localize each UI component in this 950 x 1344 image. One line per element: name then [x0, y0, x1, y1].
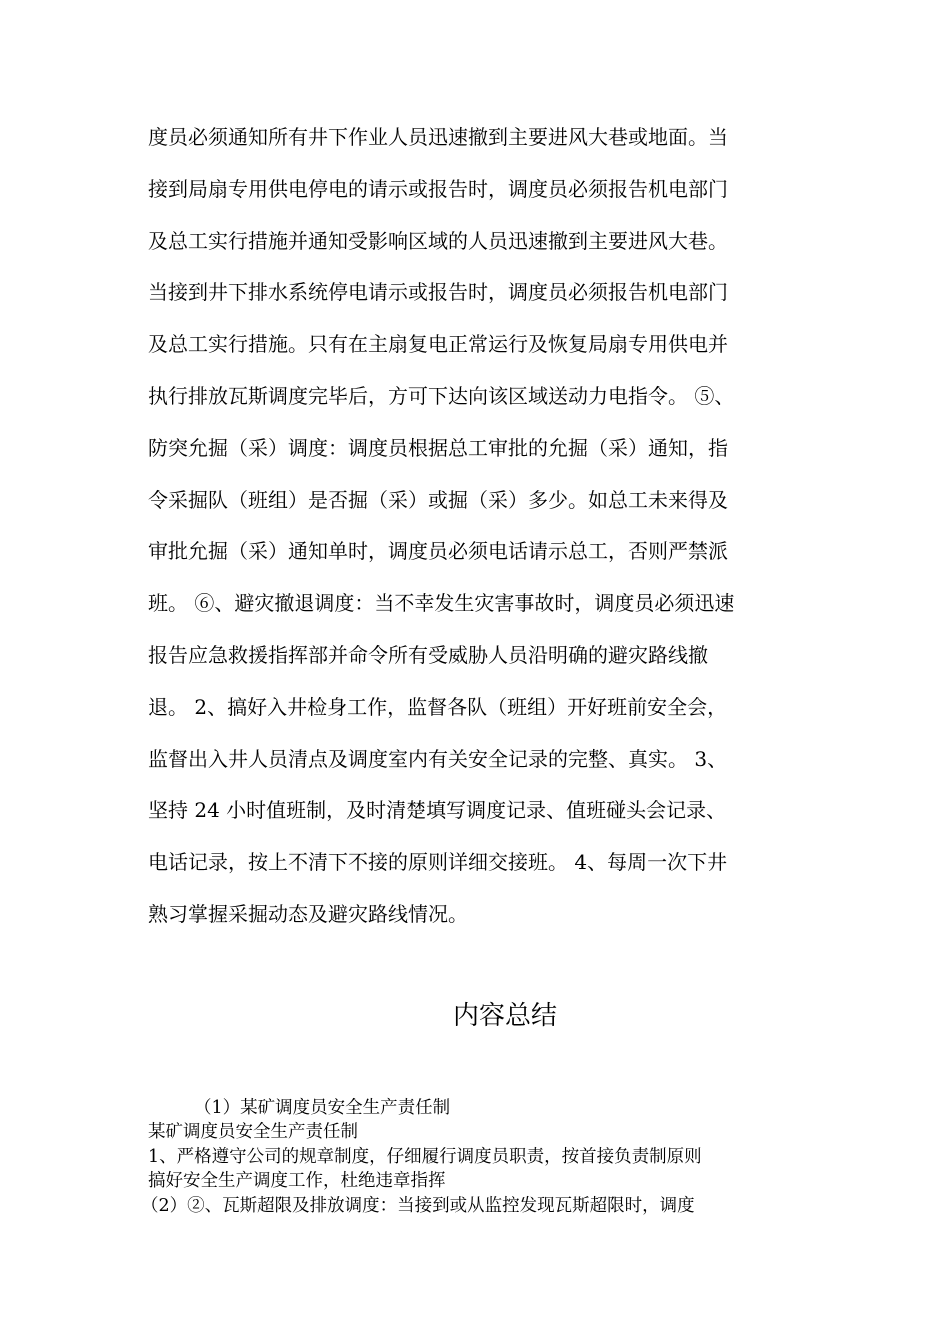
body-line: 电话记录，按上不清下不接的原则详细交接班。 4、每周一次下井 — [148, 850, 728, 875]
body-line: 退。 2、搞好入井检身工作，监督各队（班组）开好班前安全会， — [148, 694, 728, 719]
body-line: 审批允掘（采）通知单时，调度员必须电话请示总工，否则严禁派 — [148, 539, 728, 564]
body-line: 熟习掌握采掘动态及避灾路线情况。 — [148, 901, 468, 926]
summary-line: （1）某矿调度员安全生产责任制 — [194, 1098, 451, 1118]
body-line: 当接到井下排水系统停电请示或报告时，调度员必须报告机电部门 — [148, 280, 728, 305]
body-line: 度员必须通知所有井下作业人员迅速撤到主要进风大巷或地面。当 — [148, 125, 728, 149]
body-line: 及总工实行措施。只有在主扇复电正常运行及恢复局扇专用供电并 — [148, 332, 728, 357]
body-line: 令采掘队（班组）是否掘（采）或掘（采）多少。如总工未来得及 — [148, 487, 728, 512]
summary-line: 搞好安全生产调度工作，杜绝违章指挥 — [148, 1171, 446, 1192]
summary-line: 1、严格遵守公司的规章制度，仔细履行调度员职责，按首接负责制原则 — [148, 1146, 702, 1167]
body-line: 执行排放瓦斯调度完毕后，方可下达向该区域送动力电指令。 ⑤、 — [148, 383, 735, 408]
body-line: 坚持 24 小时值班制，及时清楚填写调度记录、值班碰头会记录、 — [148, 798, 727, 823]
summary-heading: 内容总结 — [452, 1001, 557, 1031]
summary-line: 某矿调度员安全生产责任制 — [148, 1122, 358, 1143]
body-line: 监督出入井人员清点及调度室内有关安全记录的完整、真实。 3、 — [148, 746, 728, 771]
body-line: 班。 ⑥、避灾撤退调度：当不幸发生灾害事故时，调度员必须迅速 — [148, 591, 735, 616]
body-line: 报告应急救援指挥部并命令所有受威胁人员沿明确的避灾路线撤 — [148, 642, 708, 667]
body-line: 及总工实行措施并通知受影响区域的人员迅速撤到主要进风大巷。 — [148, 228, 728, 253]
body-paragraph — [148, 112, 808, 941]
body-line: 接到局扇专用供电停电的请示或报告时，调度员必须报告机电部门 — [148, 176, 728, 201]
summary-section — [141, 1096, 808, 1218]
body-line: 防突允掘（采）调度：调度员根据总工审批的允掘（采）通知，指 — [148, 435, 728, 460]
summary-line: （2）②、瓦斯超限及排放调度：当接到或从监控发现瓦斯超限时，调度 — [141, 1195, 695, 1216]
